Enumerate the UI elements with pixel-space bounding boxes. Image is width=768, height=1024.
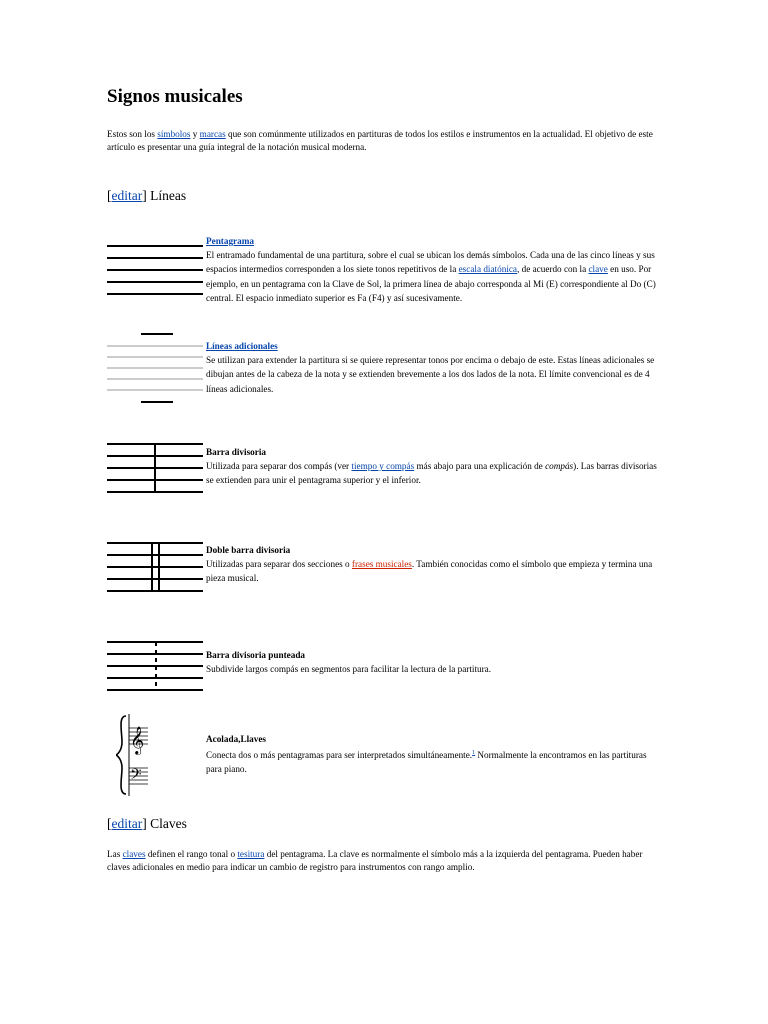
- link-tesitura[interactable]: tesitura: [237, 849, 265, 859]
- link-claves[interactable]: claves: [122, 849, 146, 859]
- entry-doble-barra: Doble barra divisoria Utilizadas para separar dos secciones o frases musicales. También conocidas como el símbolo que empieza y termina una pieza musical.: [206, 543, 664, 586]
- entry-lineas-adicionales: Líneas adicionales Se utilizan para extender la partitura si se quiere representar tonos por encima o debajo de este. Estas líneas adicionales se dibujan antes de la cabeza de la nota y se extienden brevemente a los dos lados de la nota. El límite convencional es de 4 líneas adicionales.: [206, 339, 664, 396]
- entry-acolada: Acolada,Llaves Conecta dos o más pentagramas para ser interpretados simultáneamente.$^1$ Normalmente la encontramos en las partituras para piano.: [206, 732, 664, 777]
- edit-link-lineas[interactable]: editar: [111, 188, 143, 203]
- entry-pentagrama: Pentagrama El entramado fundamental de una partitura, sobre el cual se ubican los demás símbolos. Cada una de las cinco líneas y sus espacios intermedios corresponden a los siete tonos repetitivos de la escala diatónica, de acuerdo con la clave en uso. Por ejemplo, en un pentagrama con la Clave de Sol, la primera línea de abajo corresponda al Mi (E) correspondiente al Do (C) central. El espacio inmediato superior es Fa (F4) y así sucesivamente.: [206, 234, 664, 305]
- link-frases-musicales[interactable]: frases musicales: [351, 559, 412, 570]
- link-clave[interactable]: clave: [588, 264, 608, 275]
- bass-clef-icon: 𝄢: [130, 766, 142, 787]
- double-barline-figure: [107, 539, 205, 593]
- link-escala-diatonica[interactable]: escala diatónica: [458, 264, 518, 275]
- page-title: Signos musicales: [107, 86, 243, 107]
- term-pentagrama[interactable]: Pentagrama: [206, 236, 254, 246]
- link-simbolos[interactable]: símbolos: [157, 129, 191, 139]
- footnote-1[interactable]: 1: [472, 750, 476, 757]
- section-title-lineas: Líneas: [150, 188, 187, 203]
- treble-clef-icon: 𝄞: [130, 726, 145, 754]
- section-title-claves: Claves: [150, 816, 187, 831]
- section-heading-claves: [editar] Claves: [107, 816, 187, 831]
- intro-paragraph: Estos son los símbolos y marcas que son comúnmente utilizados en partituras de todos los estilos e instrumentos en la actualidad. El objetivo de este artículo es presentar una guía integral de la notación musical moderna.: [107, 129, 653, 152]
- barline-figure: [107, 440, 205, 494]
- link-tiempo-y-compas[interactable]: tiempo y compás: [351, 461, 415, 472]
- brace-figure: [116, 712, 150, 798]
- dotted-barline-figure: [107, 638, 205, 692]
- term-barra-divisoria: Barra divisoria: [206, 447, 266, 457]
- entry-barra-punteada: Barra divisoria punteada Subdivide largos compás en segmentos para facilitar la lectura de la partitura.: [206, 648, 664, 676]
- term-acolada: Acolada,Llaves: [206, 734, 266, 744]
- claves-paragraph: Las claves definen el rango tonal o tesitura del pentagrama. La clave es normalmente el símbolo más a la izquierda del pentagrama. Pueden haber claves adicionales en medio para indicar un cambio de registro para instrumentos con rango amplio.: [107, 849, 643, 872]
- term-doble-barra: Doble barra divisoria: [206, 545, 291, 555]
- staff-figure: [107, 240, 205, 298]
- section-heading-lineas: [editar] Líneas: [107, 188, 187, 203]
- term-barra-punteada: Barra divisoria punteada: [206, 650, 306, 660]
- entry-barra-divisoria: Barra divisoria Utilizada para separar dos compás (ver tiempo y compás más abajo para una explicación de compás). Las barras divisorias se extienden para unir el pentagrama superior y el inferior.: [206, 445, 664, 488]
- ledger-lines-figure: [107, 326, 205, 408]
- link-marcas[interactable]: marcas: [199, 129, 226, 139]
- edit-link-claves[interactable]: editar: [111, 816, 143, 831]
- term-lineas-adicionales[interactable]: Líneas adicionales: [206, 341, 278, 351]
